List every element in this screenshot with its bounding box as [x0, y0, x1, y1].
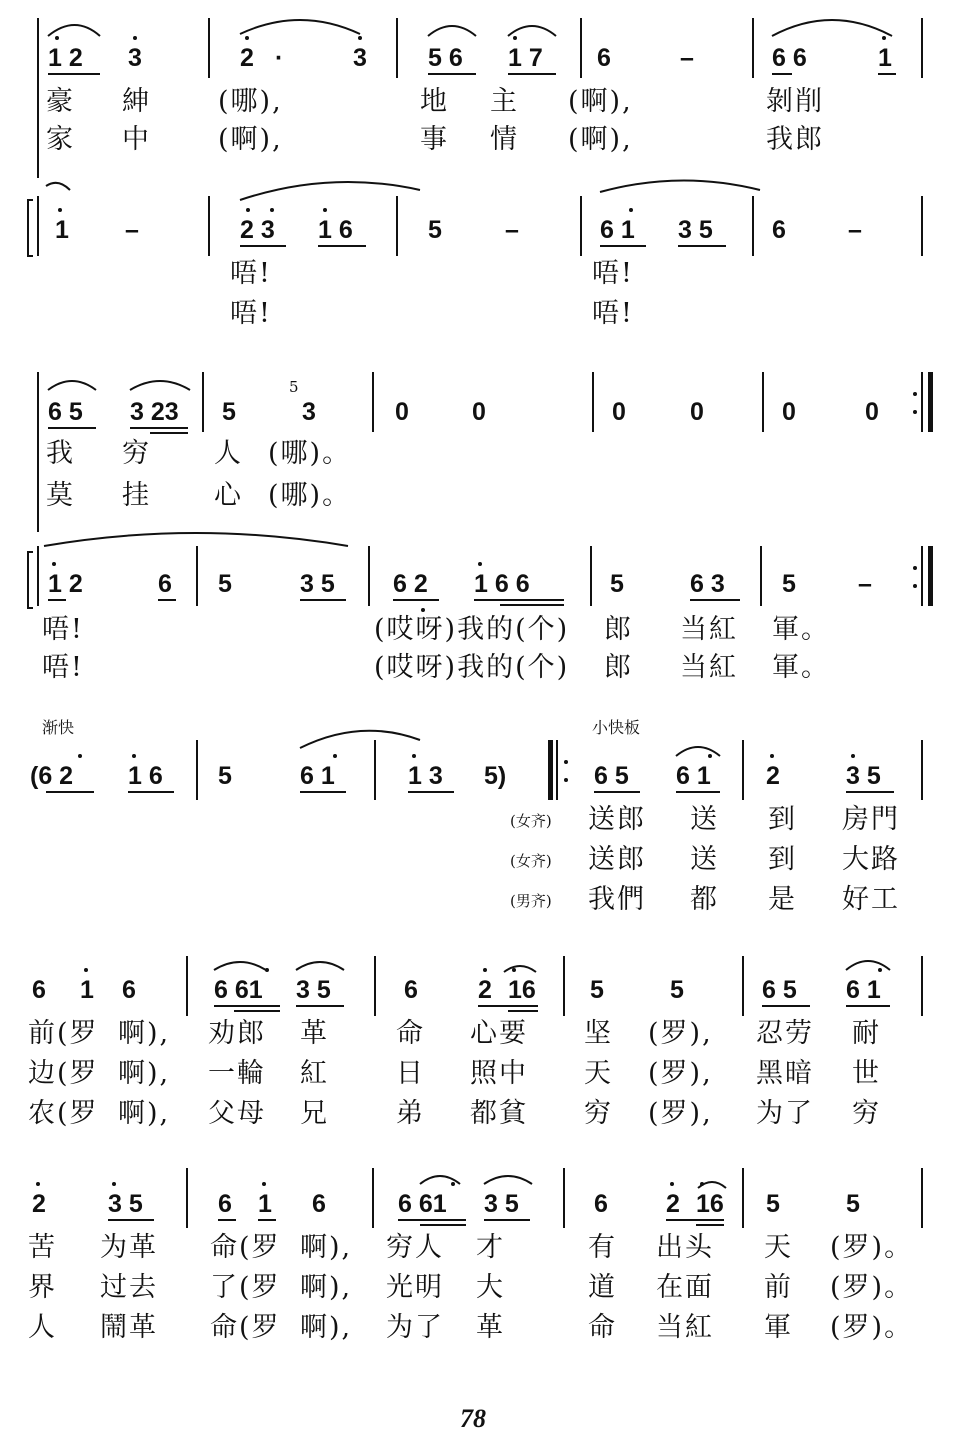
note: 5 6 [428, 44, 463, 72]
lyric: 啊), [300, 1232, 353, 1263]
note: – [680, 44, 694, 72]
note: 1 2 [48, 44, 83, 72]
note: 6 [772, 216, 786, 244]
note: 6 [594, 1190, 608, 1218]
lyric: 过去 [100, 1272, 158, 1303]
note: 6 5 [762, 976, 797, 1004]
lyric: 革 [300, 1018, 329, 1049]
lyric: 一輪 [208, 1058, 266, 1089]
note: 1 [878, 44, 892, 72]
lyric: 穷 [852, 1098, 881, 1129]
note: 1 [55, 216, 69, 244]
note: 3 [128, 44, 142, 72]
lyric: (哪), [218, 86, 283, 117]
lyric: 軍。 [772, 652, 830, 683]
note: 5 [766, 1190, 780, 1218]
lyric: 鬧革 [100, 1312, 158, 1343]
lyric: 情 [490, 124, 519, 155]
lyric: 坚 [584, 1018, 613, 1049]
note: 1 2 [48, 570, 83, 598]
lyric: 劝郎 [208, 1018, 266, 1049]
note: 0 [395, 398, 409, 426]
lyric: 为了 [756, 1098, 814, 1129]
lyric: 照中 [470, 1058, 528, 1089]
lyric: 大路 [842, 844, 900, 875]
note: 6 5 [48, 398, 83, 426]
lyric: 命(罗 [210, 1312, 281, 1343]
lyric: 当紅 [680, 614, 738, 645]
tempo-marking: 渐快 [42, 718, 75, 737]
lyric: 人 [214, 438, 243, 469]
lyric: 兄 [300, 1098, 329, 1129]
tempo-marking: 小快板 [592, 718, 641, 737]
note: 6 1 [300, 762, 335, 790]
note: 5 [610, 570, 624, 598]
lyric: 大 [476, 1272, 505, 1303]
lyric: 道 [588, 1272, 617, 1303]
lyric: 啊), [118, 1018, 171, 1049]
lyric: 心 [214, 480, 243, 511]
lyric: 光明 [386, 1272, 444, 1303]
lyric: 忍劳 [756, 1018, 814, 1049]
note: 5 [218, 570, 232, 598]
note: 1 6 [128, 762, 163, 790]
note: 6 [597, 44, 611, 72]
note: – [858, 570, 872, 598]
lyric: 唔! [592, 258, 634, 289]
lyric: 唔! [42, 652, 84, 683]
lyric: 地 [420, 86, 449, 117]
part-label: (男齐) [510, 892, 552, 910]
note: 6 [218, 1190, 232, 1218]
note: 5 [782, 570, 796, 598]
part-label: (女齐) [510, 852, 552, 870]
note: 6 61 [214, 976, 263, 1004]
lyric: 送郎 [588, 804, 646, 835]
lyric: 穷 [122, 438, 151, 469]
note: 6 [158, 570, 172, 598]
note: 6 [32, 976, 46, 1004]
lyric: 房門 [842, 804, 900, 835]
lyric: 农(罗 [28, 1098, 99, 1129]
lyric: 前 [764, 1272, 793, 1303]
note: · [275, 44, 284, 72]
note: 2 [478, 976, 492, 1004]
lyric: (哎呀)我的(个) [374, 614, 570, 645]
lyric: (罗)。 [830, 1312, 914, 1343]
lyric: 心要 [470, 1018, 528, 1049]
lyric: 当紅 [680, 652, 738, 683]
lyric: 家 [46, 124, 75, 155]
lyric: 中 [122, 124, 151, 155]
note: 5 [846, 1190, 860, 1218]
lyric: 了(罗 [210, 1272, 281, 1303]
lyric: 当紅 [656, 1312, 714, 1343]
note: 3 5 [300, 570, 335, 598]
lyric: 天 [764, 1232, 793, 1263]
lyric: 为了 [386, 1312, 444, 1343]
lyric: 唔! [230, 298, 272, 329]
note: 6 [312, 1190, 326, 1218]
lyric: 軍。 [772, 614, 830, 645]
note: 16 [696, 1190, 724, 1218]
note: 6 1 [676, 762, 711, 790]
note: 0 [612, 398, 626, 426]
lyric: (哎呀)我的(个) [374, 652, 570, 683]
note: – [505, 216, 519, 244]
lyric: 主 [490, 86, 519, 117]
lyric: (罗), [648, 1098, 713, 1129]
lyric: 紅 [300, 1058, 329, 1089]
note: 1 3 [408, 762, 443, 790]
lyric: 边(罗 [28, 1058, 99, 1089]
lyric: 郎 [604, 614, 633, 645]
lyric: 送 [690, 804, 719, 835]
note: 6 5 [594, 762, 629, 790]
lyric: 弟 [396, 1098, 425, 1129]
note: 1 6 [318, 216, 353, 244]
lyric: 豪 [46, 86, 75, 117]
lyric: 事 [420, 124, 449, 155]
lyric: 好工 [842, 884, 900, 915]
note: 6 6 [772, 44, 807, 72]
lyric: 送 [690, 844, 719, 875]
note: 2 [240, 44, 254, 72]
lyric: 送郎 [588, 844, 646, 875]
lyric: 我郎 [766, 124, 824, 155]
lyric: 耐 [852, 1018, 881, 1049]
lyric: 我 [46, 438, 75, 469]
lyric: (啊), [218, 124, 283, 155]
lyric: (罗)。 [830, 1272, 914, 1303]
grace-note: 5 [289, 378, 299, 396]
lyric: 黑暗 [756, 1058, 814, 1089]
note: 5 [218, 762, 232, 790]
note: 6 61 [398, 1190, 447, 1218]
lyric: (罗)。 [830, 1232, 914, 1263]
lyric: 唔! [42, 614, 84, 645]
lyric: 啊), [118, 1098, 171, 1129]
lyric: 唔! [230, 258, 272, 289]
page-number: 78 [460, 1404, 486, 1433]
lyric: 唔! [592, 298, 634, 329]
lyric: 为革 [100, 1232, 158, 1263]
lyric: 到 [768, 804, 797, 835]
note: 3 [302, 398, 316, 426]
note: 3 5 [484, 1190, 519, 1218]
lyric: 剝削 [766, 86, 824, 117]
lyric: 命 [396, 1018, 425, 1049]
lyric: 都貧 [470, 1098, 528, 1129]
lyric: 天 [584, 1058, 613, 1089]
lyric: 父母 [208, 1098, 266, 1129]
lyric: 世 [852, 1058, 881, 1089]
note: 3 5 [678, 216, 713, 244]
lyric: (哪)。 [268, 438, 352, 469]
lyric: 啊), [300, 1312, 353, 1343]
note: 2 3 [240, 216, 275, 244]
note: 1 [258, 1190, 272, 1218]
note: 5 [428, 216, 442, 244]
lyric: 我們 [588, 884, 646, 915]
lyric: 命(罗 [210, 1232, 281, 1263]
note: 3 5 [846, 762, 881, 790]
lyric: 都 [690, 884, 719, 915]
lyric: 穷人 [386, 1232, 444, 1263]
note: 2 [32, 1190, 46, 1218]
note: 6 1 [846, 976, 881, 1004]
note: 3 5 [108, 1190, 143, 1218]
lyric: 到 [768, 844, 797, 875]
note: – [848, 216, 862, 244]
note: 6 2 [393, 570, 428, 598]
part-label: (女齐) [510, 812, 552, 830]
note: 0 [690, 398, 704, 426]
lyric: 前(罗 [28, 1018, 99, 1049]
lyric: 苦 [28, 1232, 57, 1263]
note: 2 [766, 762, 780, 790]
lyric: (啊), [568, 124, 633, 155]
note: 0 [865, 398, 879, 426]
note: 1 [80, 976, 94, 1004]
lyric: 郎 [604, 652, 633, 683]
lyric: 革 [476, 1312, 505, 1343]
note: 6 3 [690, 570, 725, 598]
note: (6 2 [30, 762, 74, 790]
note: 16 [508, 976, 536, 1004]
lyric: 挂 [122, 480, 151, 511]
note: 6 [122, 976, 136, 1004]
note: 0 [782, 398, 796, 426]
note: 3 23 [130, 398, 179, 426]
note: 1 7 [508, 44, 543, 72]
lyric: 才 [476, 1232, 505, 1263]
lyric: 穷 [584, 1098, 613, 1129]
lyric: 莫 [46, 480, 75, 511]
note: 1 6 6 [474, 570, 530, 598]
lyric: 啊), [300, 1272, 353, 1303]
note: 5 [222, 398, 236, 426]
lyric: (罗), [648, 1018, 713, 1049]
note: 0 [472, 398, 486, 426]
lyric: 命 [588, 1312, 617, 1343]
lyric: 日 [396, 1058, 425, 1089]
lyric: 軍 [764, 1312, 793, 1343]
lyric: 紳 [122, 86, 151, 117]
note: 5 [590, 976, 604, 1004]
note: 2 [666, 1190, 680, 1218]
lyric: (哪)。 [268, 480, 352, 511]
lyric: 在面 [656, 1272, 714, 1303]
lyric: 是 [768, 884, 797, 915]
lyric: 界 [28, 1272, 57, 1303]
lyric: 人 [28, 1312, 57, 1343]
lyric: 有 [588, 1232, 617, 1263]
note: 6 1 [600, 216, 635, 244]
note: 3 5 [296, 976, 331, 1004]
lyric: 出头 [656, 1232, 714, 1263]
note: 5) [484, 762, 507, 790]
lyric: (啊), [568, 86, 633, 117]
note: – [125, 216, 139, 244]
note: 6 [404, 976, 418, 1004]
note: 5 [670, 976, 684, 1004]
note: 3 [353, 44, 367, 72]
lyric: 啊), [118, 1058, 171, 1089]
lyric: (罗), [648, 1058, 713, 1089]
